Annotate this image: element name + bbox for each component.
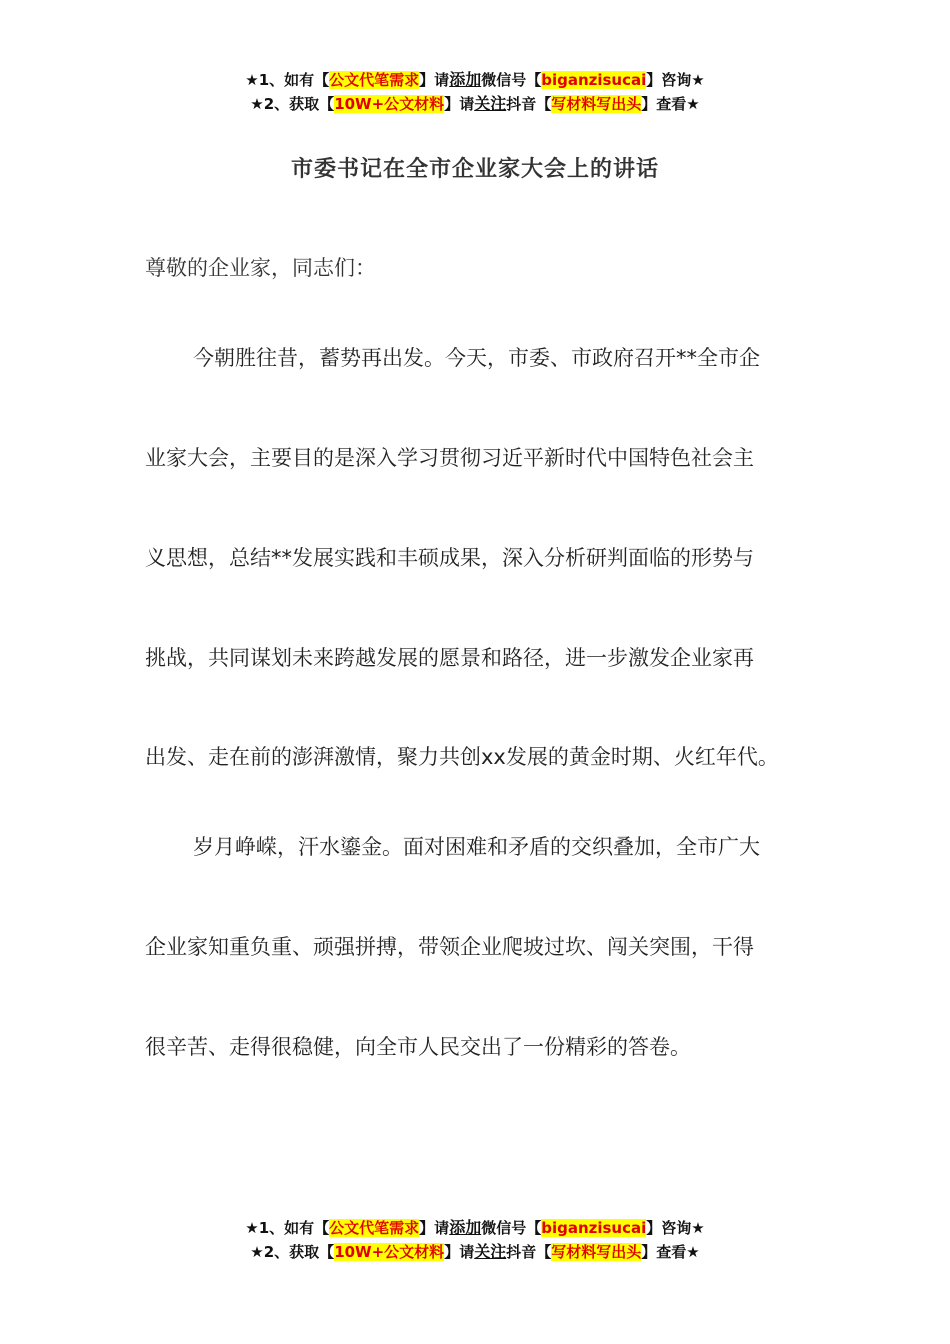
highlight-wechat-id: biganzisucai xyxy=(541,1219,647,1237)
banner-line-1: ★1、如有【公文代笔需求】请添加微信号【biganzisucai】咨询★ xyxy=(245,70,705,89)
paragraph-1-line: 挑战，共同谋划未来跨越发展的愿景和路径，进一步激发企业家再 xyxy=(145,646,754,670)
paragraph-2-line: 很辛苦、走得很稳健，向全市人民交出了一份精彩的答卷。 xyxy=(145,1035,691,1059)
paragraph-1-line: 今朝胜往昔，蓄势再出发。今天，市委、市政府召开**全市企 xyxy=(193,346,760,370)
banner-line-2: ★2、获取【10W+公文材料】请关注抖音【写材料写出头】查看★ xyxy=(250,1242,700,1261)
footer-banner xyxy=(0,1216,950,1264)
paragraph-1-line: 义思想，总结**发展实践和丰硕成果，深入分析研判面临的形势与 xyxy=(145,546,754,570)
highlight-service: 公文代笔需求 xyxy=(329,71,420,89)
paragraph-2-line: 企业家知重负重、顽强拼搏，带领企业爬坡过坎、闯关突围，干得 xyxy=(145,935,754,959)
banner-line-1: ★1、如有【公文代笔需求】请添加微信号【biganzisucai】咨询★ xyxy=(245,1218,705,1237)
highlight-service: 公文代笔需求 xyxy=(329,1219,420,1237)
paragraph-2-line: 岁月峥嵘，汗水鎏金。面对困难和矛盾的交织叠加，全市广大 xyxy=(193,835,760,859)
banner-line-2: ★2、获取【10W+公文材料】请关注抖音【写材料写出头】查看★ xyxy=(250,94,700,113)
highlight-materials: 10W+公文材料 xyxy=(334,95,445,113)
header-banner xyxy=(0,68,950,116)
highlight-materials: 10W+公文材料 xyxy=(334,1243,445,1261)
document-title: 市委书记在全市企业家大会上的讲话 xyxy=(290,157,659,182)
salutation: 尊敬的企业家，同志们： xyxy=(145,256,376,280)
highlight-douyin: 写材料写出头 xyxy=(551,95,642,113)
paragraph-1-line: 业家大会，主要目的是深入学习贯彻习近平新时代中国特色社会主 xyxy=(145,446,754,470)
highlight-douyin: 写材料写出头 xyxy=(551,1243,642,1261)
highlight-wechat-id: biganzisucai xyxy=(541,71,647,89)
paragraph-1-line: 出发、走在前的澎湃激情，聚力共创xx发展的黄金时期、火红年代。 xyxy=(145,745,779,769)
